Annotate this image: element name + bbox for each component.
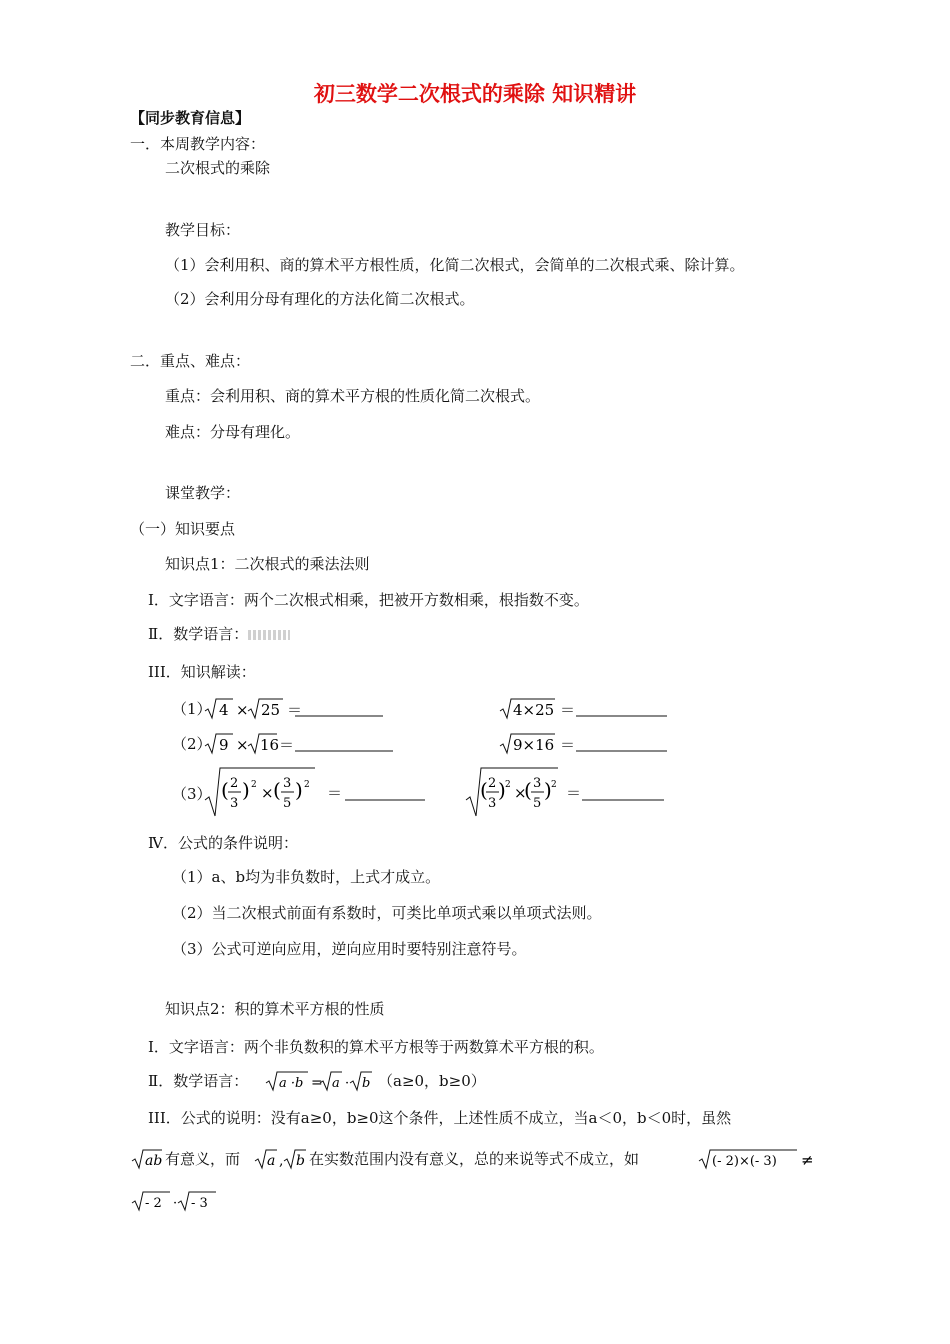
example-2-right-expression xyxy=(498,731,678,757)
exponent-2: 2 xyxy=(551,780,557,790)
denominator-5: 5 xyxy=(283,796,292,811)
blurred-formula-image xyxy=(248,630,290,640)
example-3-label: （3） xyxy=(172,785,212,803)
example-1-right-expression xyxy=(498,696,678,722)
times-sign: × xyxy=(236,736,249,754)
condition-2: （2）当二次根式前面有系数时，可类比单项式乘以单项式法则。 xyxy=(172,904,602,922)
kp2-math-language-label: Ⅱ．数学语言： xyxy=(148,1072,249,1090)
section-1-content: 二次根式的乘除 xyxy=(165,159,271,177)
kp1-math-language-label: Ⅱ．数学语言： xyxy=(148,625,249,643)
right-paren: ) xyxy=(544,778,552,802)
part-1-heading: （一）知识要点 xyxy=(130,520,236,538)
right-paren: ) xyxy=(242,778,250,802)
numerator-3: 3 xyxy=(533,776,542,791)
exponent-2: 2 xyxy=(251,780,257,790)
times-sign: × xyxy=(261,784,274,802)
kp2-explanation-text-1: 有意义，而 xyxy=(165,1150,241,1168)
equals-sign: ＝ xyxy=(327,784,343,802)
radicand-neg3: - 3 xyxy=(191,1196,208,1211)
kp1-text-language: I．文字语言：两个二次根式相乘，把被开方数相乘，根指数不变。 xyxy=(148,591,589,609)
equals-sign: ＝ xyxy=(560,701,576,719)
example-1-left-expression xyxy=(203,696,393,722)
times-sign: × xyxy=(514,784,527,802)
radicand-a-dot-b: a ·b xyxy=(279,1076,304,1091)
knowledge-point-2-title: 知识点2：积的算术平方根的性质 xyxy=(165,1000,385,1018)
times-sign: × xyxy=(236,701,249,719)
left-paren: ( xyxy=(480,778,488,802)
sqrt-neg2-dot-sqrt-neg3 xyxy=(130,1188,220,1214)
dot-sign: · xyxy=(173,1196,178,1211)
example-1-label: （1） xyxy=(172,700,212,718)
kp1-math-language xyxy=(148,623,290,645)
section-2-heading: 二．重点、难点： xyxy=(130,352,251,370)
radicand-9: 9 xyxy=(219,736,229,754)
equals-sign: ＝ xyxy=(287,701,303,719)
example-2-left-expression xyxy=(203,731,398,757)
class-teaching-heading: 课堂教学： xyxy=(165,484,241,502)
kp2-explanation-line-1: III．公式的说明：没有a≥0，b≥0这个条件，上述性质不成立，当a＜0，b＜0时，虽然 xyxy=(148,1109,732,1127)
example-3-left-expression xyxy=(203,764,433,820)
knowledge-point-1-title: 知识点1：二次根式的乘法法则 xyxy=(165,555,370,573)
sqrt-a-sqrt-b xyxy=(253,1146,309,1172)
example-2-label: （2） xyxy=(172,735,212,753)
radicand-b: b xyxy=(296,1153,305,1169)
goal-1: （1）会利用积、商的算术平方根性质，化简二次根式，会简单的二次根式乘、除计算。 xyxy=(165,256,745,274)
radicand-neg2: - 2 xyxy=(145,1196,162,1211)
example-3-right-expression xyxy=(464,764,674,820)
radicand-b: b xyxy=(362,1076,371,1091)
left-paren: ( xyxy=(221,778,229,802)
right-paren: ) xyxy=(295,778,303,802)
right-paren: ) xyxy=(498,778,506,802)
difficulty: 难点：分母有理化。 xyxy=(165,423,301,441)
dot-sign: · xyxy=(345,1076,350,1091)
exponent-2: 2 xyxy=(304,780,310,790)
goal-2: （2）会利用分母有理化的方法化简二次根式。 xyxy=(165,290,475,308)
equals-sign: ＝ xyxy=(566,784,582,802)
radicand-4: 4 xyxy=(219,701,229,719)
exponent-2: 2 xyxy=(505,780,511,790)
comma: , xyxy=(279,1153,284,1169)
section-header: 【同步教育信息】 xyxy=(130,109,251,127)
kp2-math-language xyxy=(148,1070,248,1092)
condition-1: （1）a、b均为非负数时，上式才成立。 xyxy=(172,868,441,886)
numerator-3: 3 xyxy=(283,776,292,791)
goals-heading: 教学目标： xyxy=(165,221,241,239)
radicand-a: a xyxy=(267,1153,276,1169)
radicand-25: 25 xyxy=(261,701,281,719)
key-point: 重点：会利用积、商的算术平方根的性质化简二次根式。 xyxy=(165,387,541,405)
equals-sign: ＝ xyxy=(279,736,295,754)
kp2-formula xyxy=(264,1068,376,1094)
sqrt-neg2-times-neg3 xyxy=(697,1146,821,1172)
left-paren: ( xyxy=(524,778,532,802)
radicand-ab: ab xyxy=(145,1153,163,1169)
denominator-5: 5 xyxy=(533,796,542,811)
condition-3: （3）公式可逆向应用，逆向应用时要特别注意符号。 xyxy=(172,940,527,958)
equals-sign: = xyxy=(311,1075,323,1091)
numerator-2: 2 xyxy=(230,776,239,791)
page-title: 初三数学二次根式的乘除 知识精讲 xyxy=(313,81,637,106)
denominator-3: 3 xyxy=(230,796,239,811)
kp2-explanation-text-2: 在实数范围内没有意义，总的来说等式不成立，如 xyxy=(309,1150,640,1168)
section-1-heading: 一．本周教学内容： xyxy=(130,135,266,153)
not-equal-sign: ≠ xyxy=(801,1151,814,1169)
numerator-2: 2 xyxy=(488,776,497,791)
radicand-a: a xyxy=(332,1076,340,1091)
radicand-9x16: 9×16 xyxy=(513,736,555,754)
denominator-3: 3 xyxy=(488,796,497,811)
kp1-conditions-heading: Ⅳ．公式的条件说明： xyxy=(148,834,298,852)
sqrt-ab xyxy=(130,1146,164,1172)
left-paren: ( xyxy=(273,778,281,802)
radicand-product: (- 2)×(- 3) xyxy=(712,1154,777,1169)
kp2-text-language: I．文字语言：两个非负数积的算术平方根等于两数算术平方根的积。 xyxy=(148,1038,604,1056)
kp2-math-condition: （a≥0，b≥0） xyxy=(378,1072,486,1090)
radicand-4x25: 4×25 xyxy=(513,701,555,719)
radicand-16: 16 xyxy=(260,736,280,754)
kp1-interpretation: III．知识解读： xyxy=(148,663,256,681)
equals-sign: ＝ xyxy=(560,736,576,754)
